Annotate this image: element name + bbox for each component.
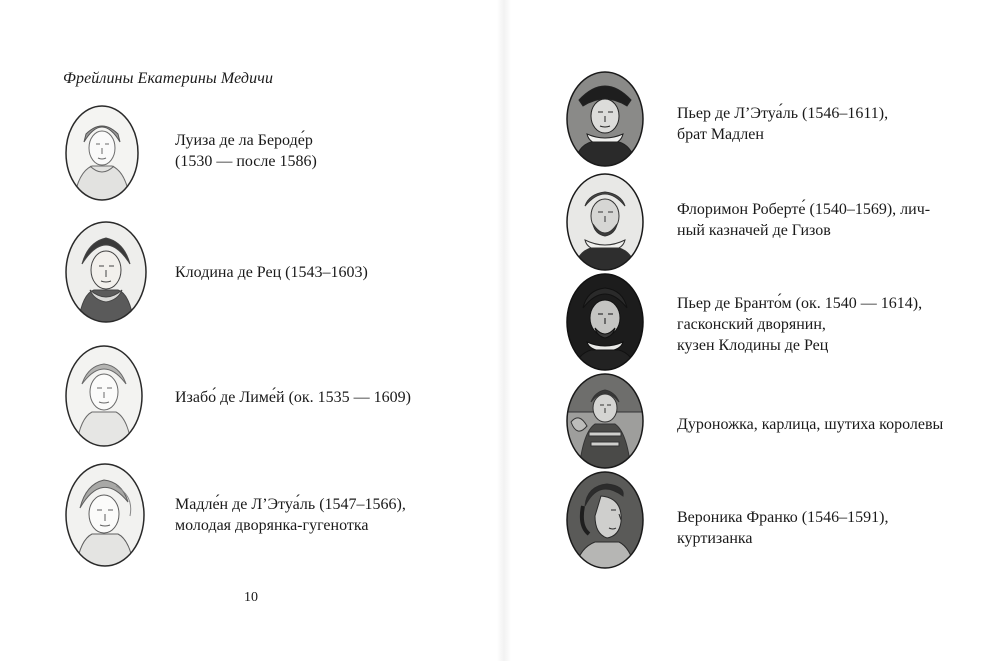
entry-name: Клодина де Рец (1543–1603): [175, 264, 368, 281]
portrait-veronica-franco: [565, 470, 645, 570]
caption-madeleine-de-l-estoile: [175, 494, 406, 536]
caption-pierre-de-l-estoile: [677, 103, 888, 145]
entry-detail: гасконский дворянин,: [677, 316, 826, 333]
portrait-pierre-de-brantome: [565, 272, 645, 372]
portrait-duronozhka: [565, 372, 645, 470]
entry-name: Дуроножка, карлица, шутиха королевы: [677, 416, 944, 433]
entry-name: Луиза де ла Бероде́р: [175, 132, 313, 149]
caption-claudine-de-retz: [175, 262, 368, 283]
portrait-louise-de-la-beraudiere: [64, 104, 140, 202]
entry-detail: (1530 — после 1586): [175, 153, 317, 170]
entry-name: Флоримон Роберте́ (1540–1569), лич-: [677, 201, 931, 218]
entry-name: Мадле́н де Л’Этуа́ль (1547–1566),: [175, 496, 406, 513]
caption-isabeau-de-limeuil: [175, 387, 411, 408]
caption-pierre-de-brantome: [677, 293, 922, 356]
caption-florimond-robertet: [677, 199, 930, 241]
page-gutter: [497, 0, 511, 661]
section-title: Фрейлины Екатерины Медичи: [63, 70, 274, 87]
portrait-madeleine-de-l-estoile: [64, 462, 146, 568]
portrait-isabeau-de-limeuil: [64, 344, 144, 448]
portrait-florimond-robertet: [565, 172, 645, 272]
entry-detail-2: кузен Клодины де Рец: [677, 337, 829, 354]
entry-name: Изабо́ де Лиме́й (ок. 1535 — 1609): [175, 389, 411, 406]
portrait-pierre-de-l-estoile: [565, 70, 645, 168]
entry-detail: брат Мадлен: [677, 126, 764, 143]
caption-duronozhka: [677, 414, 943, 435]
portrait-claudine-de-retz: [64, 220, 148, 324]
entry-name: Пьер де Л’Этуа́ль (1546–1611),: [677, 105, 889, 122]
page-number: 10: [244, 590, 258, 605]
entry-name: Вероника Франко (1546–1591),: [677, 509, 889, 526]
entry-detail: ный казначей де Гизов: [677, 222, 831, 239]
entry-name: Пьер де Бранто́м (ок. 1540 — 1614),: [677, 295, 923, 312]
caption-veronica-franco: [677, 507, 888, 549]
caption-louise-de-la-beraudiere: [175, 130, 317, 172]
entry-detail: молодая дворянка-гугенотка: [175, 517, 369, 534]
entry-detail: куртизанка: [677, 530, 753, 547]
